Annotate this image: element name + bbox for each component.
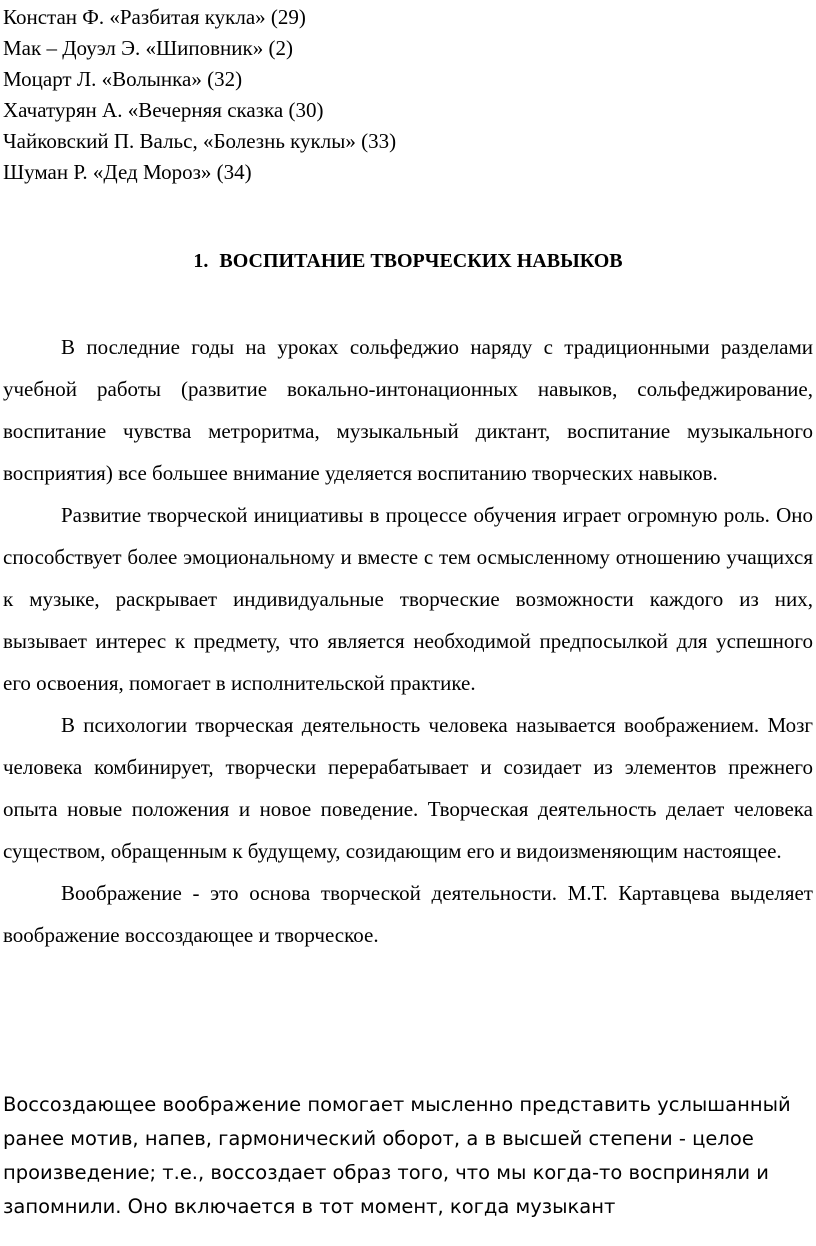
paragraph: Воображение - это основа творческой деятельности. М.Т. Картавцева выделяет воображение воссоздающее и творческое. <box>3 881 813 947</box>
section-number: 1. <box>193 250 209 272</box>
repertoire-list <box>3 2 803 188</box>
list-item: Моцарт Л. «Волынка» (32) <box>3 67 243 91</box>
paragraph: В последние годы на уроках сольфеджио наряду с традиционными разделами учебной работы (развитие вокально-интонационных навыков, сольфеджирование, воспитание чувства метроритма, музыкальный диктант, воспитание музыкального восприятия) все большее внимание уделяется воспитанию творческих навыков. <box>3 335 813 485</box>
list-item: Хачатурян А. «Вечерняя сказка (30) <box>3 98 324 122</box>
section-title: ВОСПИТАНИЕ ТВОРЧЕСКИХ НАВЫКОВ <box>219 250 623 272</box>
list-item: Мак – Доуэл Э. «Шиповник» (2) <box>3 36 293 60</box>
paragraph: Воссоздающее воображение помогает мысленно представить услышанный ранее мотив, напев, гармонический оборот, а в высшей степени - целое произведение; т.е., воссоздает образ того, что мы когда-то восприняли и запомнили. Оно включается в тот момент, когда музыкант <box>3 1093 791 1218</box>
body-text <box>3 326 813 956</box>
list-item: Чайковский П. Вальс, «Болезнь куклы» (33) <box>3 129 397 153</box>
paragraph: Развитие творческой инициативы в процессе обучения играет огромную роль. Оно способствует более эмоциональному и вместе с тем осмысленному отношению учащихся к музыке, раскрывает индивидуальные творческие возможности каждого из них, вызывает интерес к предмету, что является необходимой предпосылкой для успешного его освоения, помогает в исполнительской практике. <box>3 503 813 695</box>
list-item: Шуман Р. «Дед Мороз» (34) <box>3 160 252 184</box>
tail-text <box>3 1088 803 1224</box>
list-item: Констан Ф. «Разбитая кукла» (29) <box>3 5 306 29</box>
paragraph: В психологии творческая деятельность человека называется воображением. Мозг человека комбинирует, творчески перерабатывает и созидает из элементов прежнего опыта новые положения и новое поведение. Творческая деятельность делает человека существом, обращенным к будущему, созидающим его и видоизменяющим настоящее. <box>3 713 813 863</box>
section-heading <box>0 246 816 276</box>
